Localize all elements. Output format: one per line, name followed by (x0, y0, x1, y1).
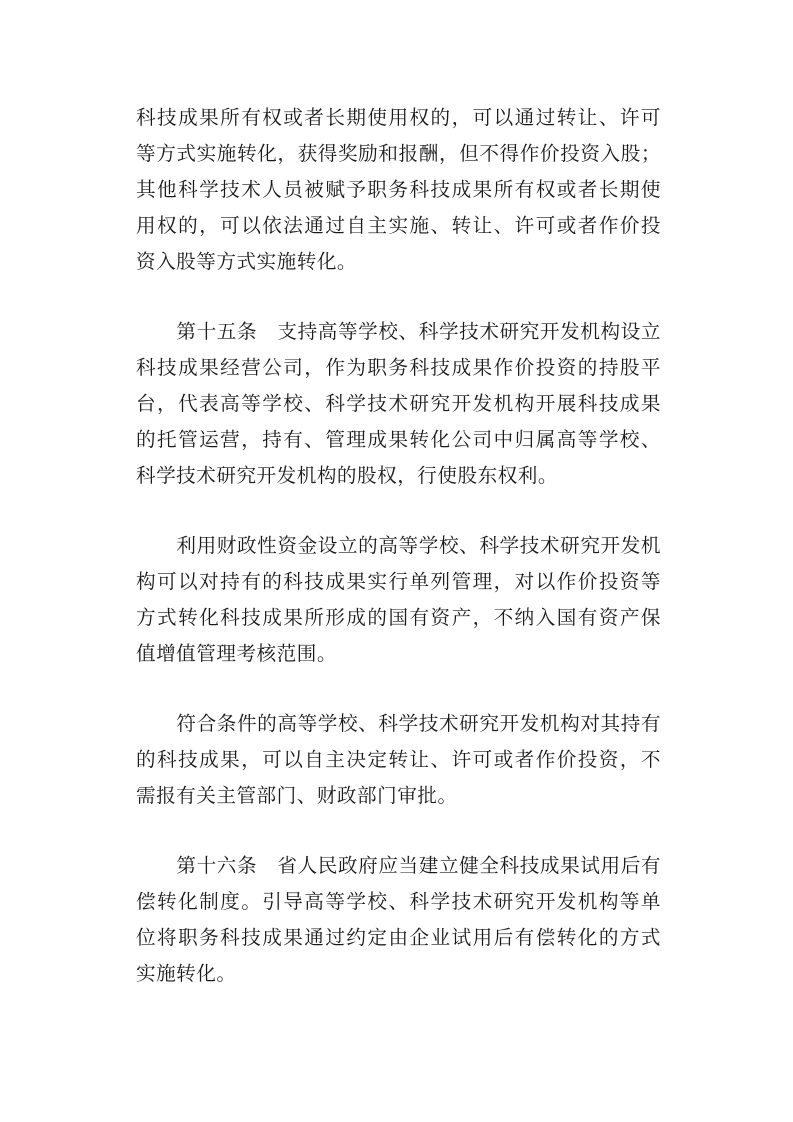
text-line: 第十五条 支持高等学校、科学技术研究开发机构设立 (136, 320, 661, 343)
paragraph-gap (136, 814, 661, 848)
text-line: 资入股等方式实施转化。 (136, 250, 358, 273)
text-line: 实施转化。 (136, 962, 237, 985)
text-line: 偿转化制度。引导高等学校、科学技术研究开发机构等单 (136, 890, 661, 913)
document-body (136, 100, 661, 992)
paragraph-gap (136, 494, 661, 528)
text-line: 第十六条 省人民政府应当建立健全科技成果试用后有 (136, 854, 661, 877)
text-line: 值增值管理考核范围。 (136, 642, 337, 665)
text-line: 构可以对持有的科技成果实行单列管理，对以作价投资等 (136, 570, 661, 593)
text-line: 位将职务科技成果通过约定由企业试用后有偿转化的方式 (136, 926, 661, 949)
text-line: 方式转化科技成果所形成的国有资产，不纳入国有资产保 (136, 606, 661, 629)
text-line: 利用财政性资金设立的高等学校、科学技术研究开发机 (136, 534, 661, 557)
paragraph-gap (136, 280, 661, 314)
text-line: 科学技术研究开发机构的股权，行使股东权利。 (136, 464, 558, 487)
paragraph-gap (136, 672, 661, 706)
paragraph-fiscal-funds (136, 528, 661, 672)
text-line: 科技成果所有权或者长期使用权的，可以通过转让、许可 (136, 106, 661, 129)
text-line: 的科技成果，可以自主决定转让、许可或者作价投资，不 (136, 748, 661, 771)
text-line: 用权的，可以依法通过自主实施、转让、许可或者作价投 (136, 214, 661, 237)
text-line: 符合条件的高等学校、科学技术研究开发机构对其持有 (136, 712, 661, 735)
text-line: 科技成果经营公司，作为职务科技成果作价投资的持股平 (136, 356, 661, 379)
paragraph-article-15 (136, 314, 661, 494)
paragraph-continuation (136, 100, 661, 280)
text-line: 台，代表高等学校、科学技术研究开发机构开展科技成果 (136, 392, 661, 415)
paragraph-qualified-institutions (136, 706, 661, 814)
paragraph-article-16 (136, 848, 661, 992)
text-line: 的托管运营，持有、管理成果转化公司中归属高等学校、 (136, 428, 661, 451)
text-line: 等方式实施转化，获得奖励和报酬，但不得作价投资入股； (136, 142, 661, 165)
text-line: 需报有关主管部门、财政部门审批。 (136, 784, 458, 807)
text-line: 其他科学技术人员被赋予职务科技成果所有权或者长期使 (136, 178, 661, 201)
